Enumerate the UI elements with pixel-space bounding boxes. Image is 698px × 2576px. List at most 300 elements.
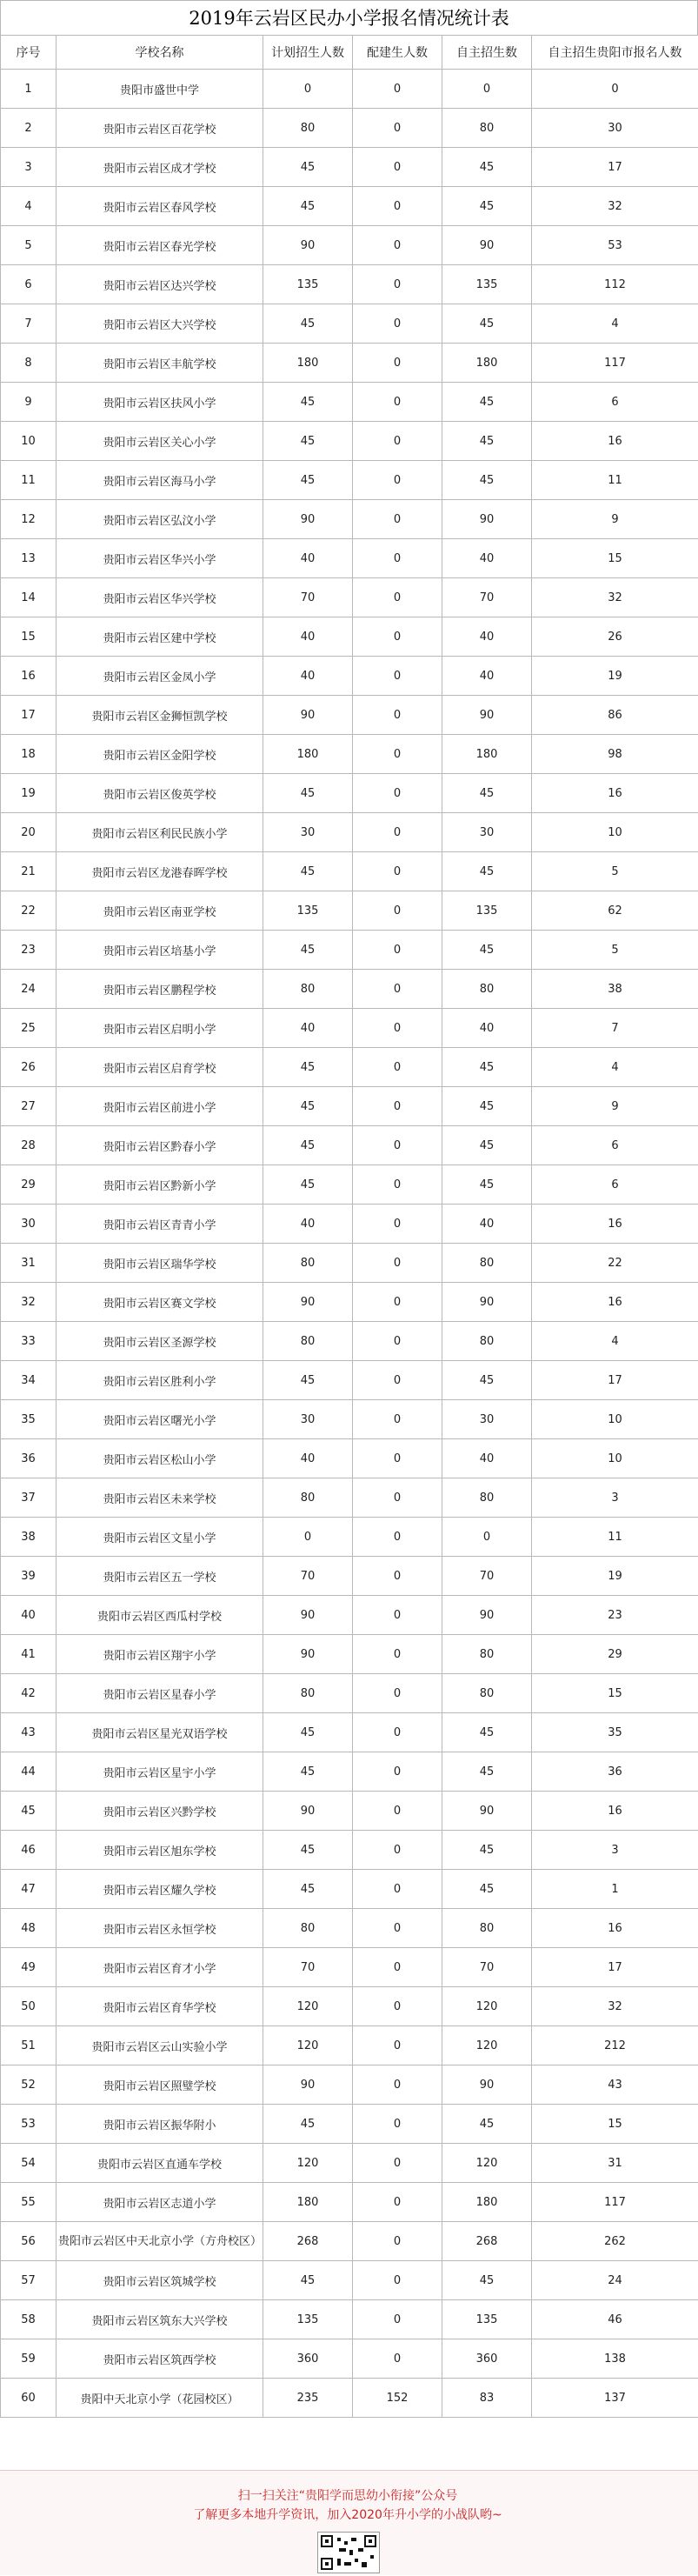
header-school: 学校名称 [57,36,263,70]
cell-self-enroll: 135 [442,265,532,304]
cell-no: 8 [1,344,57,383]
cell-planned: 40 [263,1009,353,1048]
header-row [1,36,698,70]
cell-planned: 80 [263,109,353,148]
cell-assigned: 152 [353,2379,442,2418]
cell-no: 44 [1,1752,57,1792]
cell-no: 17 [1,696,57,735]
cell-school: 贵阳市云岩区俊英学校 [57,774,263,813]
cell-school: 贵阳市云岩区龙港春晖学校 [57,852,263,891]
table-row [1,1831,698,1870]
cell-planned: 180 [263,735,353,774]
cell-applicants: 86 [532,696,698,735]
cell-planned: 45 [263,1713,353,1752]
cell-self-enroll: 80 [442,1635,532,1674]
cell-school: 贵阳市云岩区胜利小学 [57,1361,263,1400]
cell-applicants: 32 [532,1987,698,2026]
cell-planned: 45 [263,2261,353,2300]
cell-self-enroll: 40 [442,1439,532,1478]
cell-no: 16 [1,657,57,696]
cell-planned: 40 [263,1205,353,1244]
cell-assigned: 0 [353,1909,442,1948]
cell-assigned: 0 [353,2261,442,2300]
cell-no: 13 [1,539,57,578]
cell-self-enroll: 180 [442,735,532,774]
cell-planned: 45 [263,422,353,461]
cell-applicants: 15 [532,2105,698,2144]
table-row [1,1870,698,1909]
cell-school: 贵阳市云岩区直通车学校 [57,2144,263,2183]
table-row [1,1126,698,1165]
cell-planned: 45 [263,1870,353,1909]
table-row [1,226,698,265]
cell-self-enroll: 80 [442,1909,532,1948]
cell-assigned: 0 [353,2222,442,2261]
cell-assigned: 0 [353,109,442,148]
cell-school: 贵阳市云岩区松山小学 [57,1439,263,1478]
cell-planned: 90 [263,226,353,265]
table-row [1,2261,698,2300]
cell-school: 贵阳市云岩区育华学校 [57,1987,263,2026]
cell-assigned: 0 [353,1518,442,1557]
cell-planned: 80 [263,1909,353,1948]
cell-no: 10 [1,422,57,461]
cell-school: 贵阳市盛世中学 [57,70,263,109]
cell-planned: 45 [263,852,353,891]
cell-school: 贵阳市云岩区筑东大兴学校 [57,2300,263,2339]
table-row [1,2144,698,2183]
table-row [1,696,698,735]
cell-applicants: 53 [532,226,698,265]
table-row [1,304,698,344]
cell-school: 贵阳市云岩区金狮恒凯学校 [57,696,263,735]
footer-line-1: 扫一扫关注“贵阳学而思幼小衔接”公众号 [130,2486,565,2506]
cell-planned: 80 [263,1478,353,1518]
table-row [1,187,698,226]
footer-text [130,2486,565,2525]
cell-self-enroll: 90 [442,1283,532,1322]
cell-assigned: 0 [353,1870,442,1909]
cell-planned: 135 [263,2300,353,2339]
cell-no: 39 [1,1557,57,1596]
cell-no: 14 [1,578,57,617]
cell-no: 32 [1,1283,57,1322]
cell-self-enroll: 45 [442,1870,532,1909]
cell-no: 36 [1,1439,57,1478]
cell-assigned: 0 [353,2065,442,2105]
cell-assigned: 0 [353,1439,442,1478]
cell-applicants: 10 [532,1400,698,1439]
cell-planned: 180 [263,2183,353,2222]
cell-assigned: 0 [353,1126,442,1165]
cell-self-enroll: 40 [442,657,532,696]
cell-self-enroll: 90 [442,2065,532,2105]
cell-assigned: 0 [353,1009,442,1048]
cell-self-enroll: 45 [442,931,532,970]
header-assigned: 配建生人数 [353,36,442,70]
cell-assigned: 0 [353,539,442,578]
cell-applicants: 138 [532,2339,698,2379]
table-row [1,891,698,931]
cell-school: 贵阳市云岩区振华附小 [57,2105,263,2144]
cell-planned: 120 [263,1987,353,2026]
cell-no: 47 [1,1870,57,1909]
cell-assigned: 0 [353,2144,442,2183]
table-row [1,148,698,187]
cell-school: 贵阳市云岩区利民民族小学 [57,813,263,852]
cell-self-enroll: 90 [442,696,532,735]
cell-no: 7 [1,304,57,344]
cell-no: 11 [1,461,57,500]
cell-self-enroll: 40 [442,1205,532,1244]
cell-self-enroll: 120 [442,1987,532,2026]
cell-school: 贵阳市云岩区未来学校 [57,1478,263,1518]
cell-planned: 90 [263,2065,353,2105]
cell-planned: 45 [263,1087,353,1126]
cell-school: 贵阳市云岩区南亚学校 [57,891,263,931]
cell-applicants: 5 [532,931,698,970]
cell-planned: 90 [263,696,353,735]
table-row [1,539,698,578]
cell-no: 9 [1,383,57,422]
cell-self-enroll: 120 [442,2026,532,2065]
cell-applicants: 30 [532,109,698,148]
cell-no: 28 [1,1126,57,1165]
footer-line-2: 了解更多本地升学资讯，加入2020年升小学的小战队哟~ [130,2506,565,2525]
cell-applicants: 7 [532,1009,698,1048]
cell-no: 56 [1,2222,57,2261]
cell-school: 贵阳市云岩区百花学校 [57,109,263,148]
cell-no: 34 [1,1361,57,1400]
cell-self-enroll: 30 [442,813,532,852]
cell-school: 贵阳市云岩区丰航学校 [57,344,263,383]
cell-self-enroll: 268 [442,2222,532,2261]
cell-applicants: 26 [532,617,698,657]
cell-planned: 45 [263,461,353,500]
cell-no: 55 [1,2183,57,2222]
cell-school: 贵阳市云岩区圣源学校 [57,1322,263,1361]
cell-no: 23 [1,931,57,970]
cell-assigned: 0 [353,2183,442,2222]
cell-school: 贵阳市云岩区文星小学 [57,1518,263,1557]
cell-applicants: 9 [532,1087,698,1126]
table-row [1,735,698,774]
cell-self-enroll: 45 [442,1361,532,1400]
header-applicants: 自主招生贵阳市报名人数 [532,36,698,70]
cell-applicants: 4 [532,1322,698,1361]
cell-applicants: 262 [532,2222,698,2261]
cell-applicants: 117 [532,2183,698,2222]
cell-self-enroll: 90 [442,226,532,265]
cell-no: 21 [1,852,57,891]
cell-school: 贵阳市云岩区云山实验小学 [57,2026,263,2065]
cell-no: 53 [1,2105,57,2144]
cell-planned: 45 [263,1165,353,1205]
cell-no: 58 [1,2300,57,2339]
cell-self-enroll: 80 [442,1322,532,1361]
table-row [1,1205,698,1244]
cell-school: 贵阳市云岩区大兴学校 [57,304,263,344]
cell-school: 贵阳市云岩区建中学校 [57,617,263,657]
cell-planned: 40 [263,539,353,578]
cell-school: 贵阳市云岩区曙光小学 [57,1400,263,1439]
cell-planned: 45 [263,383,353,422]
cell-no: 59 [1,2339,57,2379]
cell-planned: 45 [263,148,353,187]
cell-assigned: 0 [353,226,442,265]
cell-planned: 268 [263,2222,353,2261]
table-row [1,383,698,422]
table-row [1,852,698,891]
cell-self-enroll: 45 [442,187,532,226]
cell-assigned: 0 [353,1948,442,1987]
cell-school: 贵阳市云岩区春光学校 [57,226,263,265]
cell-planned: 40 [263,657,353,696]
cell-no: 22 [1,891,57,931]
cell-assigned: 0 [353,344,442,383]
table-row [1,2339,698,2379]
cell-assigned: 0 [353,70,442,109]
cell-no: 57 [1,2261,57,2300]
cell-applicants: 3 [532,1831,698,1870]
cell-assigned: 0 [353,1244,442,1283]
cell-no: 52 [1,2065,57,2105]
cell-self-enroll: 90 [442,1596,532,1635]
cell-self-enroll: 45 [442,304,532,344]
cell-planned: 70 [263,1557,353,1596]
cell-assigned: 0 [353,1322,442,1361]
cell-no: 54 [1,2144,57,2183]
table-row [1,1165,698,1205]
cell-assigned: 0 [353,1713,442,1752]
cell-assigned: 0 [353,1087,442,1126]
table-row [1,1439,698,1478]
cell-self-enroll: 80 [442,1244,532,1283]
cell-assigned: 0 [353,383,442,422]
cell-self-enroll: 80 [442,109,532,148]
table-row [1,617,698,657]
table-row [1,1596,698,1635]
cell-applicants: 23 [532,1596,698,1635]
cell-assigned: 0 [353,970,442,1009]
cell-planned: 45 [263,2105,353,2144]
cell-applicants: 112 [532,265,698,304]
cell-self-enroll: 90 [442,500,532,539]
cell-school: 贵阳市云岩区永恒学校 [57,1909,263,1948]
cell-school: 贵阳市云岩区启育学校 [57,1048,263,1087]
cell-assigned: 0 [353,735,442,774]
cell-applicants: 19 [532,657,698,696]
cell-applicants: 29 [532,1635,698,1674]
cell-planned: 80 [263,970,353,1009]
cell-applicants: 38 [532,970,698,1009]
cell-assigned: 0 [353,1831,442,1870]
table-row [1,500,698,539]
cell-assigned: 0 [353,2339,442,2379]
cell-applicants: 11 [532,461,698,500]
table-row [1,1361,698,1400]
cell-no: 3 [1,148,57,187]
cell-self-enroll: 120 [442,2144,532,2183]
table-row [1,2065,698,2105]
cell-no: 18 [1,735,57,774]
cell-self-enroll: 40 [442,539,532,578]
cell-applicants: 15 [532,1674,698,1713]
qr-code-icon [317,2532,380,2573]
cell-assigned: 0 [353,1283,442,1322]
cell-applicants: 17 [532,148,698,187]
table-row [1,1792,698,1831]
cell-school: 贵阳市云岩区星光双语学校 [57,1713,263,1752]
cell-assigned: 0 [353,500,442,539]
cell-assigned: 0 [353,1792,442,1831]
cell-self-enroll: 40 [442,1009,532,1048]
cell-assigned: 0 [353,1361,442,1400]
cell-planned: 45 [263,1361,353,1400]
cell-applicants: 16 [532,1792,698,1831]
cell-self-enroll: 80 [442,1674,532,1713]
cell-self-enroll: 360 [442,2339,532,2379]
cell-self-enroll: 45 [442,148,532,187]
table-row [1,813,698,852]
table-row [1,1557,698,1596]
cell-planned: 70 [263,578,353,617]
table-row [1,970,698,1009]
cell-assigned: 0 [353,657,442,696]
cell-no: 30 [1,1205,57,1244]
cell-assigned: 0 [353,422,442,461]
cell-school: 贵阳市云岩区星宇小学 [57,1752,263,1792]
cell-school: 贵阳市云岩区照璧学校 [57,2065,263,2105]
cell-applicants: 17 [532,1361,698,1400]
cell-planned: 45 [263,931,353,970]
footer-banner [0,2470,698,2575]
cell-assigned: 0 [353,696,442,735]
cell-school: 贵阳市云岩区兴黔学校 [57,1792,263,1831]
cell-school: 贵阳市云岩区金凤小学 [57,657,263,696]
cell-school: 贵阳市云岩区青青小学 [57,1205,263,1244]
table-row [1,1009,698,1048]
cell-self-enroll: 80 [442,1478,532,1518]
table-row [1,1048,698,1087]
cell-school: 贵阳市云岩区瑞华学校 [57,1244,263,1283]
cell-self-enroll: 135 [442,2300,532,2339]
table-row [1,1948,698,1987]
cell-planned: 40 [263,617,353,657]
cell-no: 60 [1,2379,57,2418]
cell-self-enroll: 70 [442,1557,532,1596]
cell-no: 6 [1,265,57,304]
table-row [1,2300,698,2339]
cell-assigned: 0 [353,2026,442,2065]
cell-no: 24 [1,970,57,1009]
cell-applicants: 36 [532,1752,698,1792]
table-row [1,1713,698,1752]
table-row [1,1244,698,1283]
cell-planned: 235 [263,2379,353,2418]
table-row [1,657,698,696]
cell-self-enroll: 45 [442,461,532,500]
cell-applicants: 6 [532,1165,698,1205]
table-row [1,2183,698,2222]
cell-applicants: 16 [532,1909,698,1948]
cell-applicants: 16 [532,422,698,461]
cell-assigned: 0 [353,148,442,187]
cell-planned: 45 [263,774,353,813]
cell-self-enroll: 45 [442,1165,532,1205]
cell-no: 41 [1,1635,57,1674]
header-no: 序号 [1,36,57,70]
cell-assigned: 0 [353,461,442,500]
cell-assigned: 0 [353,931,442,970]
cell-assigned: 0 [353,1674,442,1713]
cell-planned: 45 [263,187,353,226]
cell-no: 45 [1,1792,57,1831]
cell-no: 5 [1,226,57,265]
cell-school: 贵阳市云岩区华兴学校 [57,578,263,617]
cell-assigned: 0 [353,1165,442,1205]
cell-planned: 120 [263,2144,353,2183]
cell-assigned: 0 [353,1987,442,2026]
cell-assigned: 0 [353,774,442,813]
cell-assigned: 0 [353,1635,442,1674]
cell-school: 贵阳市云岩区赛文学校 [57,1283,263,1322]
cell-no: 2 [1,109,57,148]
cell-no: 42 [1,1674,57,1713]
cell-assigned: 0 [353,1478,442,1518]
cell-planned: 135 [263,891,353,931]
cell-planned: 0 [263,1518,353,1557]
cell-applicants: 32 [532,187,698,226]
cell-applicants: 15 [532,539,698,578]
cell-school: 贵阳中天北京小学（花园校区） [57,2379,263,2418]
cell-applicants: 4 [532,1048,698,1087]
cell-school: 贵阳市云岩区达兴学校 [57,265,263,304]
cell-self-enroll: 80 [442,970,532,1009]
cell-no: 31 [1,1244,57,1283]
cell-applicants: 10 [532,1439,698,1478]
cell-no: 29 [1,1165,57,1205]
cell-planned: 30 [263,1400,353,1439]
cell-school: 贵阳市云岩区成才学校 [57,148,263,187]
table-row [1,1909,698,1948]
cell-planned: 45 [263,1126,353,1165]
cell-no: 37 [1,1478,57,1518]
cell-school: 贵阳市云岩区关心小学 [57,422,263,461]
cell-planned: 120 [263,2026,353,2065]
cell-no: 27 [1,1087,57,1126]
cell-assigned: 0 [353,578,442,617]
cell-assigned: 0 [353,265,442,304]
table-row [1,265,698,304]
table-row [1,2105,698,2144]
cell-self-enroll: 45 [442,1126,532,1165]
cell-planned: 180 [263,344,353,383]
cell-self-enroll: 45 [442,2261,532,2300]
cell-self-enroll: 45 [442,1048,532,1087]
cell-applicants: 35 [532,1713,698,1752]
cell-assigned: 0 [353,617,442,657]
table-row [1,1478,698,1518]
table-row [1,109,698,148]
cell-applicants: 17 [532,1948,698,1987]
cell-self-enroll: 45 [442,774,532,813]
cell-school: 贵阳市云岩区弘汶小学 [57,500,263,539]
cell-school: 贵阳市云岩区五一学校 [57,1557,263,1596]
cell-planned: 0 [263,70,353,109]
cell-applicants: 3 [532,1478,698,1518]
cell-planned: 90 [263,1792,353,1831]
